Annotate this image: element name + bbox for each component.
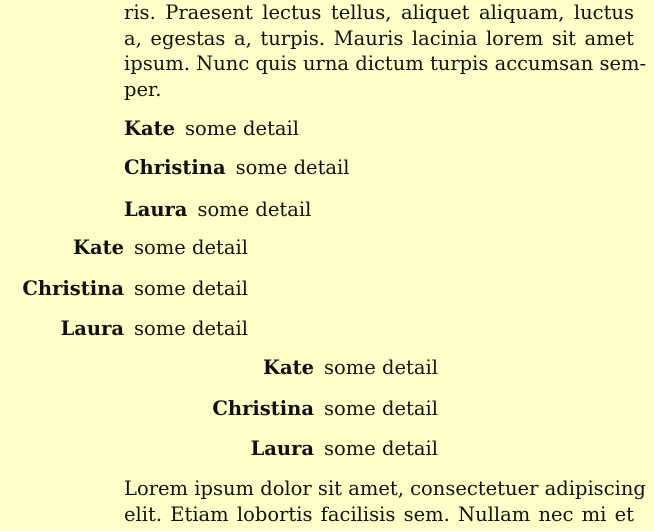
paragraph-line: ris. Praesent lectus tellus, aliquet aliquam, luctus xyxy=(124,1,634,24)
entry-detail: some detail xyxy=(324,397,438,420)
paragraph-line: per. xyxy=(124,77,162,101)
entry-name: Laura xyxy=(124,198,188,221)
list-item xyxy=(0,316,248,342)
entry-detail: some detail xyxy=(185,117,299,140)
entry-name: Laura xyxy=(60,317,124,340)
list-item xyxy=(124,155,350,181)
entry-name: Christina xyxy=(212,397,314,420)
paragraph-line: elit. Etiam lobortis facilisis sem. Nullam nec mi et xyxy=(124,502,634,526)
paragraph-bottom xyxy=(124,476,646,527)
entry-name: Laura xyxy=(250,437,314,460)
entry-detail: some detail xyxy=(134,236,248,259)
list-item xyxy=(0,396,438,422)
entry-detail: some detail xyxy=(324,356,438,379)
paragraph-line: ipsum. Nunc quis urna dictum turpis accumsan sem- xyxy=(124,52,647,75)
list-item xyxy=(0,355,438,381)
entry-detail: some detail xyxy=(134,317,248,340)
list-item xyxy=(124,116,299,142)
list-item xyxy=(0,276,248,302)
paragraph-top xyxy=(124,0,647,102)
entry-name: Kate xyxy=(73,236,124,259)
entry-detail: some detail xyxy=(134,277,248,300)
list-item xyxy=(0,436,438,462)
list-item xyxy=(124,197,311,223)
entry-detail: some detail xyxy=(197,198,312,221)
list-item xyxy=(0,235,248,261)
paragraph-line: a, egestas a, turpis. Mauris lacinia lorem sit amet xyxy=(124,26,634,50)
entry-detail: some detail xyxy=(324,437,438,460)
entry-name: Kate xyxy=(263,356,314,379)
entry-name: Christina xyxy=(124,156,226,179)
entry-name: Kate xyxy=(124,117,175,140)
paragraph-line: Lorem ipsum dolor sit amet, consectetuer adipiscing xyxy=(124,477,646,500)
entry-detail: some detail xyxy=(235,156,350,179)
entry-name: Christina xyxy=(22,277,124,300)
